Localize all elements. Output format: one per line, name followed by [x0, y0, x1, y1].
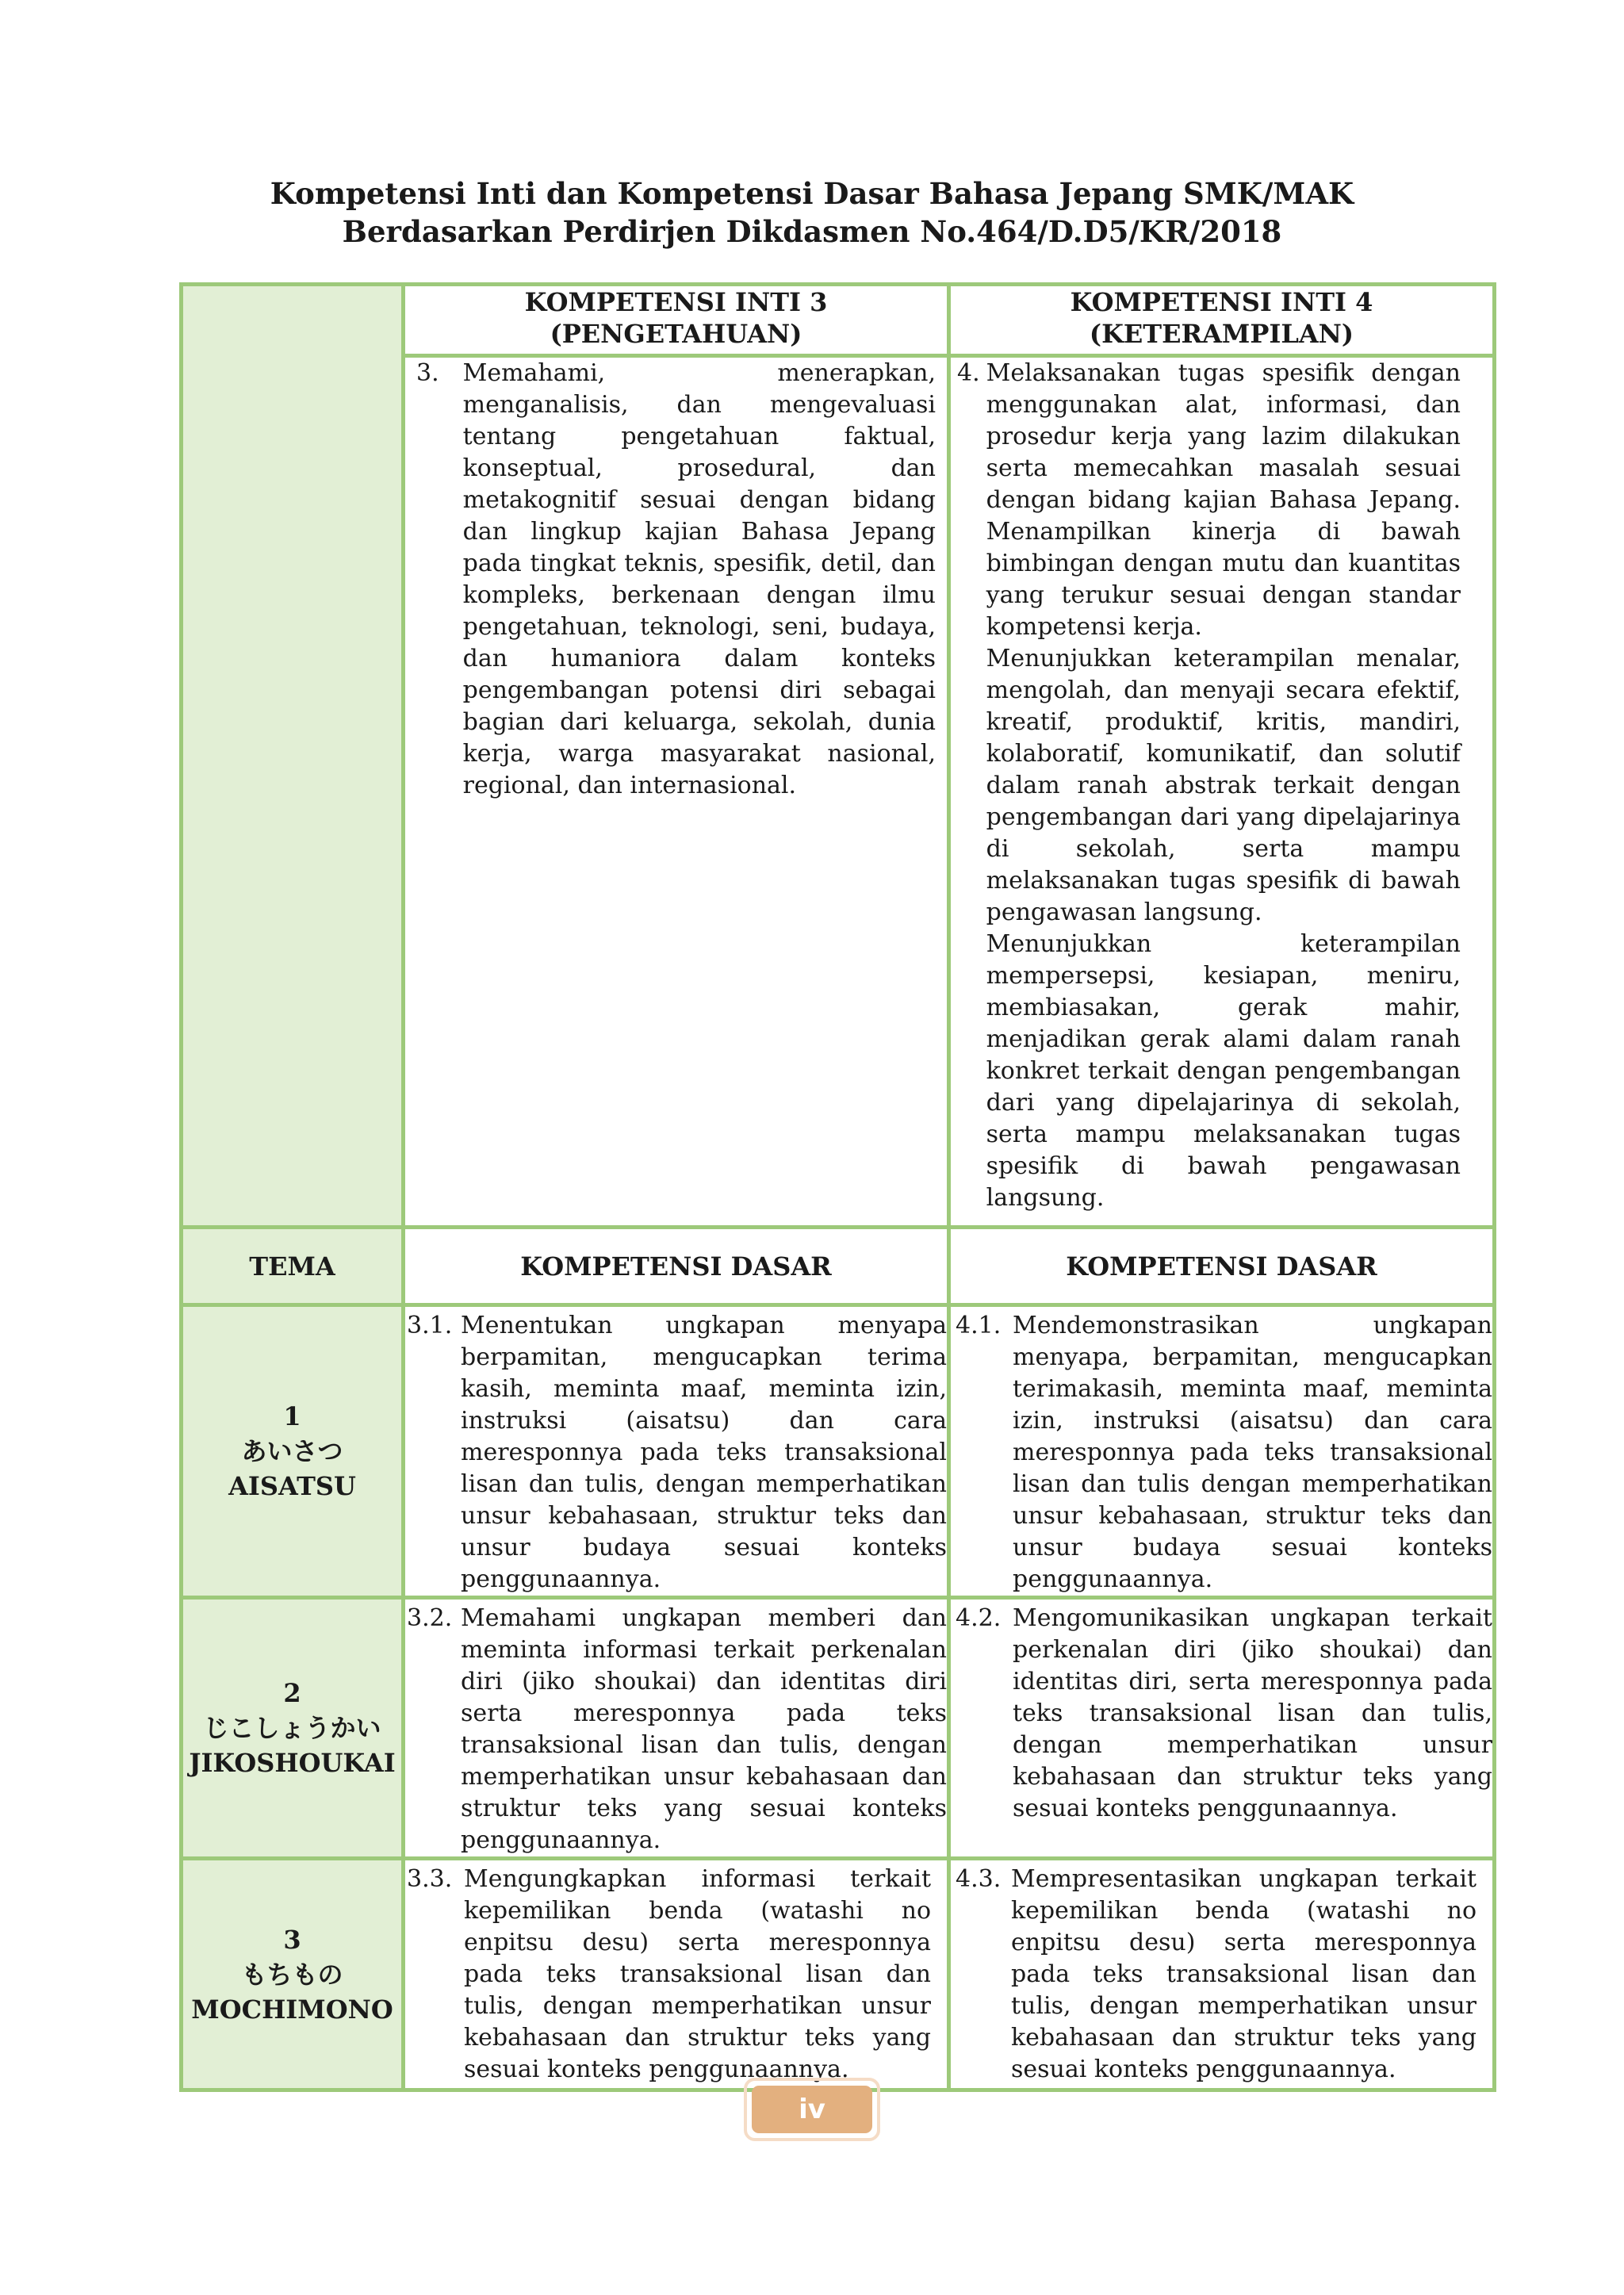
- ki3-text: Memahami, menerapkan, menganalisis, dan mengevaluasi tentang pengetahuan faktual, konseptual, prosedural, dan metakognitif sesuai dengan bidang dan lingkup kajian Bahasa Jepang pada tingkat teknis, spesifik, detil, dan kompleks, berkenaan dengan ilmu pengetahuan, teknologi, seni, budaya, dan humaniora dalam konteks pengembangan potensi diri sebagai bagian dari keluarga, sekolah, dunia kerja, warga masyarakat nasional, regional, dan internasional.: [462, 359, 936, 799]
- tema-header: TEMA: [182, 1228, 404, 1305]
- table-row: [182, 1598, 1495, 1859]
- table-row: [182, 1859, 1495, 2090]
- tema-japanese: あいさつ: [241, 1436, 343, 1466]
- ki3-number: 3.: [416, 359, 439, 387]
- tema-number: 3: [283, 1924, 301, 1955]
- kd4-cell: [949, 1598, 1495, 1859]
- ki4-header-line-1: KOMPETENSI INTI 4: [1070, 287, 1373, 317]
- kd3-text: Mengungkapkan informasi terkait kepemilikan benda (watashi no enpitsu desu) serta meresponnya pada teks transaksional lisan dan tulis, dengan memperhatikan unsur kebahasaan dan struktur teks yang sesuai konteks penggunaannya.: [464, 1865, 931, 2083]
- tema-japanese: もちもの: [241, 1959, 343, 1990]
- kd4-number: 4.3.: [956, 1865, 1002, 1893]
- tema-blank-cell: [182, 285, 404, 1228]
- tema-cell: [182, 1305, 404, 1598]
- table-row: [182, 1305, 1495, 1598]
- ki4-paragraph-2: Menunjukkan keterampilan menalar, mengolah, dan menyaji secara efektif, kreatif, produktif, kritis, mandiri, kolaboratif, komunikatif, dan solutif dalam ranah abstrak terkait dengan pengembangan dari yang dipelajarinya di sekolah, serta mampu melaksanakan tugas spesifik di bawah pengawasan langsung.: [986, 645, 1461, 926]
- kd3-cell: [404, 1598, 949, 1859]
- ki4-paragraph-3: Menunjukkan keterampilan mempersepsi, kesiapan, meniru, membiasakan, gerak mahir, menjadikan gerak alami dalam ranah konkret terkait dengan pengembangan dari yang dipelajarinya di sekolah, serta mampu melaksanakan tugas spesifik di bawah pengawasan langsung.: [986, 930, 1461, 1212]
- kd3-number: 3.3.: [407, 1865, 453, 1893]
- tema-cell: [182, 1859, 404, 2090]
- kd4-text: Mengomunikasikan ungkapan terkait perkenalan diri (jiko shoukai) dan identitas diri, serta meresponnya pada teks transaksional lisan dan tulis, dengan memperhatikan unsur kebahasaan dan struktur teks yang sesuai konteks penggunaannya.: [1013, 1604, 1492, 1822]
- ki4-number: 4.: [957, 359, 980, 387]
- ki3-header: [404, 285, 949, 356]
- kd3-cell: [404, 1859, 949, 2090]
- ki3-content: [404, 356, 949, 1228]
- kd4-cell: [949, 1859, 1495, 2090]
- kd3-header: KOMPETENSI DASAR: [404, 1228, 949, 1305]
- ki3-header-line-2: (PENGETAHUAN): [550, 319, 802, 349]
- ki3-header-line-1: KOMPETENSI INTI 3: [524, 287, 828, 317]
- tema-cell: [182, 1598, 404, 1859]
- kd4-number: 4.1.: [956, 1312, 1002, 1339]
- tema-romaji: JIKOSHOUKAI: [189, 1748, 396, 1778]
- page-number-badge: [744, 2078, 880, 2141]
- kd4-number: 4.2.: [956, 1604, 1002, 1632]
- tema-romaji: MOCHIMONO: [191, 1994, 393, 2025]
- tema-number: 2: [283, 1678, 301, 1708]
- kd4-text: Mendemonstrasikan ungkapan menyapa, berpamitan, mengucapkan terimakasih, meminta maaf, meminta izin, instruksi (aisatsu) dan cara meresponnya pada teks transaksional lisan dan tulis dengan memperhatikan unsur kebahasaan, struktur teks dan unsur budaya sesuai konteks penggunaannya.: [1013, 1312, 1492, 1593]
- tema-japanese: じこしょうかい: [203, 1713, 381, 1743]
- ki4-content: [949, 356, 1495, 1228]
- kd4-cell: [949, 1305, 1495, 1598]
- kd4-text: Mempresentasikan ungkapan terkait kepemilikan benda (watashi no enpitsu desu) serta meresponnya pada teks transaksional lisan dan tulis, dengan memperhatikan unsur kebahasaan dan struktur teks yang sesuai konteks penggunaannya.: [1011, 1865, 1477, 2083]
- kd3-number: 3.1.: [407, 1312, 453, 1339]
- ki-header-row: [182, 285, 1495, 356]
- ki4-header-line-2: (KETERAMPILAN): [1089, 319, 1354, 349]
- kd3-cell: [404, 1305, 949, 1598]
- kd-header-row: [182, 1228, 1495, 1305]
- page-number: iv: [752, 2086, 872, 2133]
- document-title: [0, 174, 1624, 251]
- kd3-text: Memahami ungkapan memberi dan meminta informasi terkait perkenalan diri (jiko shoukai) dan identitas diri serta meresponnya pada teks transaksional lisan dan tulis, dengan memperhatikan unsur kebahasaan dan struktur teks yang sesuai konteks penggunaannya.: [461, 1604, 947, 1854]
- ki4-paragraph-1: Melaksanakan tugas spesifik dengan menggunakan alat, informasi, dan prosedur kerja yang lazim dilakukan serta memecahkan masalah sesuai dengan bidang kajian Bahasa Jepang. Menampilkan kinerja di bawah bimbingan dengan mutu dan kuantitas yang terukur sesuai dengan standar kompetensi kerja.: [986, 359, 1461, 641]
- title-line-2: Berdasarkan Perdirjen Dikdasmen No.464/D.D5/KR/2018: [342, 214, 1282, 249]
- kd4-header: KOMPETENSI DASAR: [949, 1228, 1495, 1305]
- ki4-header: [949, 285, 1495, 356]
- tema-romaji: AISATSU: [228, 1471, 356, 1501]
- kd3-text: Menentukan ungkapan menyapa berpamitan, mengucapkan terima kasih, meminta maaf, meminta izin, instruksi (aisatsu) dan cara meresponnya pada teks transaksional lisan dan tulis, dengan memperhatikan unsur kebahasaan, struktur teks dan unsur budaya sesuai konteks penggunaannya.: [461, 1312, 947, 1593]
- tema-number: 1: [283, 1401, 301, 1431]
- kd3-number: 3.2.: [407, 1604, 453, 1632]
- title-line-1: Kompetensi Inti dan Kompetensi Dasar Bahasa Jepang SMK/MAK: [270, 176, 1354, 211]
- competency-table: [179, 282, 1496, 2092]
